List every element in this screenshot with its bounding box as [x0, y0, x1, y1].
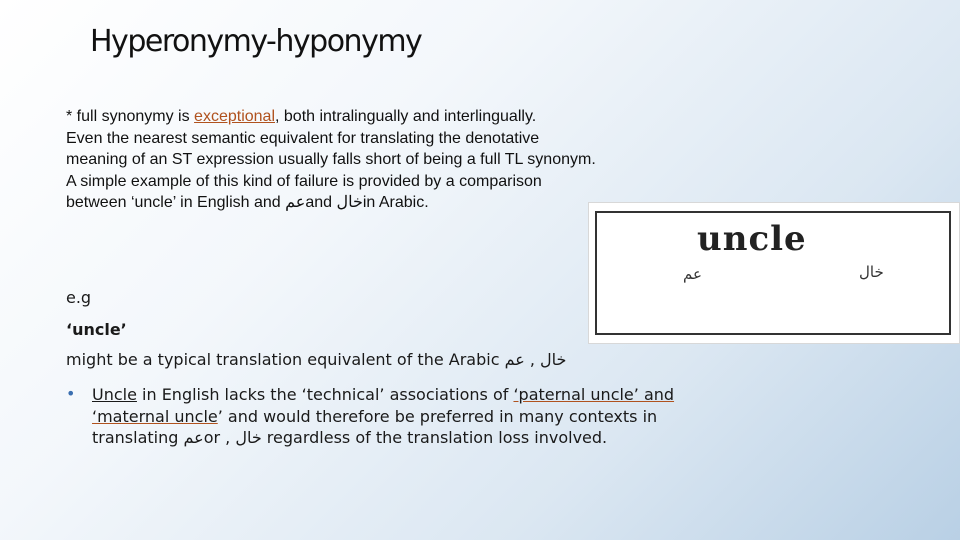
intro-line-5-pre: between ‘uncle’ in English and	[66, 194, 286, 211]
bullet-line-3-post: regardless of the translation loss involved.	[261, 428, 608, 447]
bullet-line-2	[92, 406, 702, 428]
bullet-arabic-am: عم	[183, 428, 204, 447]
arabic-am: عم	[285, 194, 306, 211]
intro-line-2: Even the nearest semantic equivalent for translating the denotative	[66, 129, 540, 147]
intro-line-3: meaning of an ST expression usually falls short of being a full TL synonym.	[66, 151, 596, 168]
figure-left-label: عم	[683, 265, 702, 283]
bullet-line-3-pre: translating	[92, 428, 184, 447]
might-line	[66, 350, 566, 369]
figure-right-label: خال	[859, 263, 884, 281]
bullet-arabic-khal: خال	[235, 428, 262, 447]
maternal-uncle-link[interactable]: ‘maternal uncle	[92, 406, 218, 426]
might-arabic: خال , عم	[504, 350, 567, 369]
bullet-line-2-post: ’ and would therefore be preferred in many contexts in	[217, 406, 658, 426]
intro-line-1-post: , both intralingually and interlingually.	[275, 108, 537, 125]
figure-word: uncle	[697, 219, 807, 259]
eg-label: e.g	[66, 288, 92, 307]
paternal-uncle-link[interactable]: ‘paternal uncle’ and	[513, 385, 675, 404]
uncle-word: Uncle	[92, 385, 137, 404]
arabic-khal: خال	[336, 194, 363, 211]
bullet-line-1	[92, 384, 702, 406]
uncle-figure-image	[588, 202, 960, 344]
bullet-dot-icon: •	[66, 384, 76, 403]
intro-paragraph	[66, 106, 706, 214]
might-line-text: might be a typical translation equivalent of the Arabic	[66, 350, 505, 369]
intro-line-1-pre: * full synonymy is	[66, 108, 195, 125]
slide-title: Hyperonymy-hyponymy	[90, 24, 422, 59]
intro-line-5-post: in Arabic.	[362, 194, 429, 211]
bullet-line-3	[92, 427, 702, 449]
uncle-quoted: ‘uncle’	[66, 320, 127, 339]
intro-line-5-mid: and	[305, 194, 337, 211]
exceptional-link[interactable]: exceptional	[194, 108, 275, 125]
figure-frame	[595, 211, 951, 335]
bullet-line-1-mid: in English lacks the ‘technical’ associations of	[136, 385, 514, 404]
bullet-line-3-mid: or ,	[203, 428, 236, 447]
bullet-text	[92, 384, 702, 449]
intro-line-1	[66, 106, 706, 128]
intro-line-4: A simple example of this kind of failure is provided by a comparison	[66, 172, 542, 190]
